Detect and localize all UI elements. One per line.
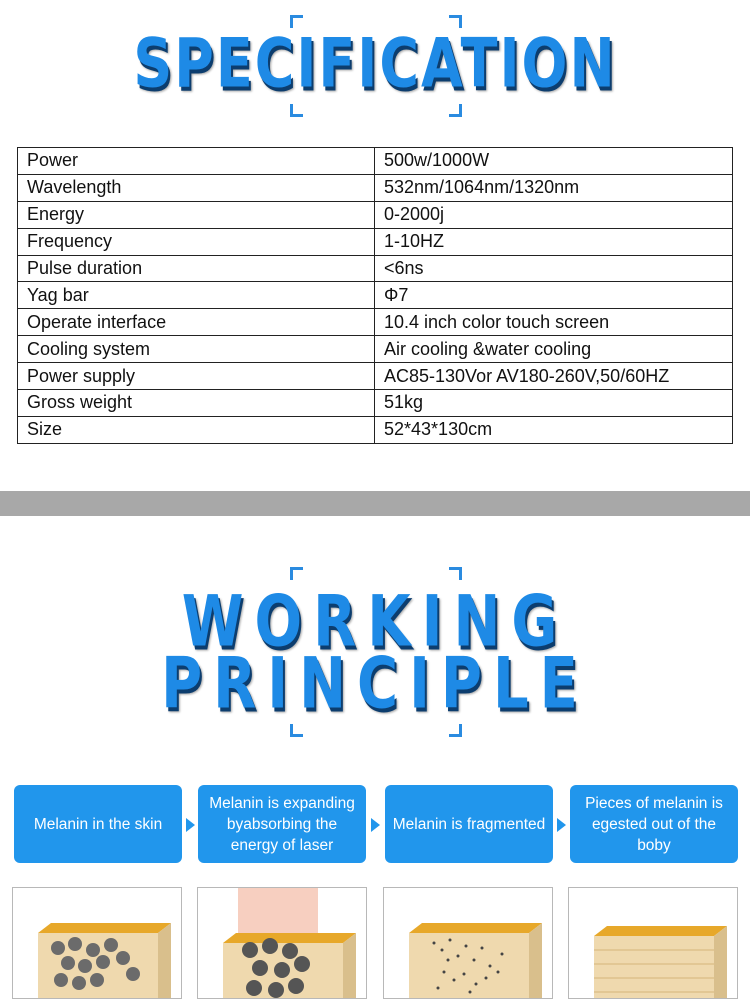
spec-row [18, 174, 733, 201]
step-3-label: Melanin is fragmented [392, 815, 546, 833]
spec-value: 52*43*130cm [375, 416, 733, 443]
spec-label: Wavelength [18, 174, 375, 201]
spec-value: AC85-130Vor AV180-260V,50/60HZ [375, 363, 733, 390]
working-title-line1: WORKING [181, 581, 569, 664]
spec-row [18, 336, 733, 363]
skin-illustration-4 [568, 887, 738, 999]
step-1-box [14, 785, 182, 863]
bracket-bottom-right-icon [449, 724, 462, 737]
spec-value: Φ7 [375, 282, 733, 309]
skin-clear-icon [569, 888, 738, 999]
arrow-right-icon [371, 818, 380, 832]
spec-value: 51kg [375, 390, 733, 417]
spec-label: Power supply [18, 363, 375, 390]
spec-row [18, 201, 733, 228]
arrow-right-icon [557, 818, 566, 832]
spec-row [18, 282, 733, 309]
skin-laser-icon [198, 888, 367, 999]
spec-row [18, 309, 733, 336]
spec-value: 532nm/1064nm/1320nm [375, 174, 733, 201]
spec-row [18, 255, 733, 282]
skin-fragment-icon [384, 888, 553, 999]
section-divider [0, 491, 750, 516]
spec-label: Size [18, 416, 375, 443]
bracket-top-right-icon [449, 567, 462, 580]
spec-row [18, 363, 733, 390]
arrow-right-icon [186, 818, 195, 832]
spec-value: Air cooling &water cooling [375, 336, 733, 363]
spec-row [18, 148, 733, 175]
skin-illustration-2 [197, 887, 367, 999]
spec-value: 500w/1000W [375, 148, 733, 175]
spec-value: 0-2000j [375, 201, 733, 228]
bracket-bottom-left-icon [290, 724, 303, 737]
spec-label: Cooling system [18, 336, 375, 363]
step-2-box [198, 785, 366, 863]
bracket-bottom-right-icon [449, 104, 462, 117]
spec-label: Energy [18, 201, 375, 228]
spec-label: Operate interface [18, 309, 375, 336]
spec-label: Frequency [18, 228, 375, 255]
skin-illustration-1 [12, 887, 182, 999]
spec-value: 10.4 inch color touch screen [375, 309, 733, 336]
spec-row [18, 390, 733, 417]
bracket-top-left-icon [290, 567, 303, 580]
spec-table [17, 147, 733, 444]
step-4-label: Pieces of melanin is egested out of the boby [585, 794, 723, 854]
step-1-label: Melanin in the skin [33, 815, 163, 833]
spec-value: 1-10HZ [375, 228, 733, 255]
step-2-label: Melanin is expanding byabsorbing the energy of laser [209, 794, 355, 854]
spec-row [18, 228, 733, 255]
spec-value: <6ns [375, 255, 733, 282]
working-title-line2: PRINCIPLE [161, 643, 589, 726]
skin-melanin-icon [13, 888, 182, 999]
bracket-bottom-left-icon [290, 104, 303, 117]
skin-illustration-3 [383, 887, 553, 999]
spec-row [18, 416, 733, 443]
spec-label: Pulse duration [18, 255, 375, 282]
spec-title: SPECIFICATION [133, 24, 617, 103]
spec-label: Yag bar [18, 282, 375, 309]
step-4-box [570, 785, 738, 863]
step-3-box [385, 785, 553, 863]
spec-label: Power [18, 148, 375, 175]
spec-label: Gross weight [18, 390, 375, 417]
